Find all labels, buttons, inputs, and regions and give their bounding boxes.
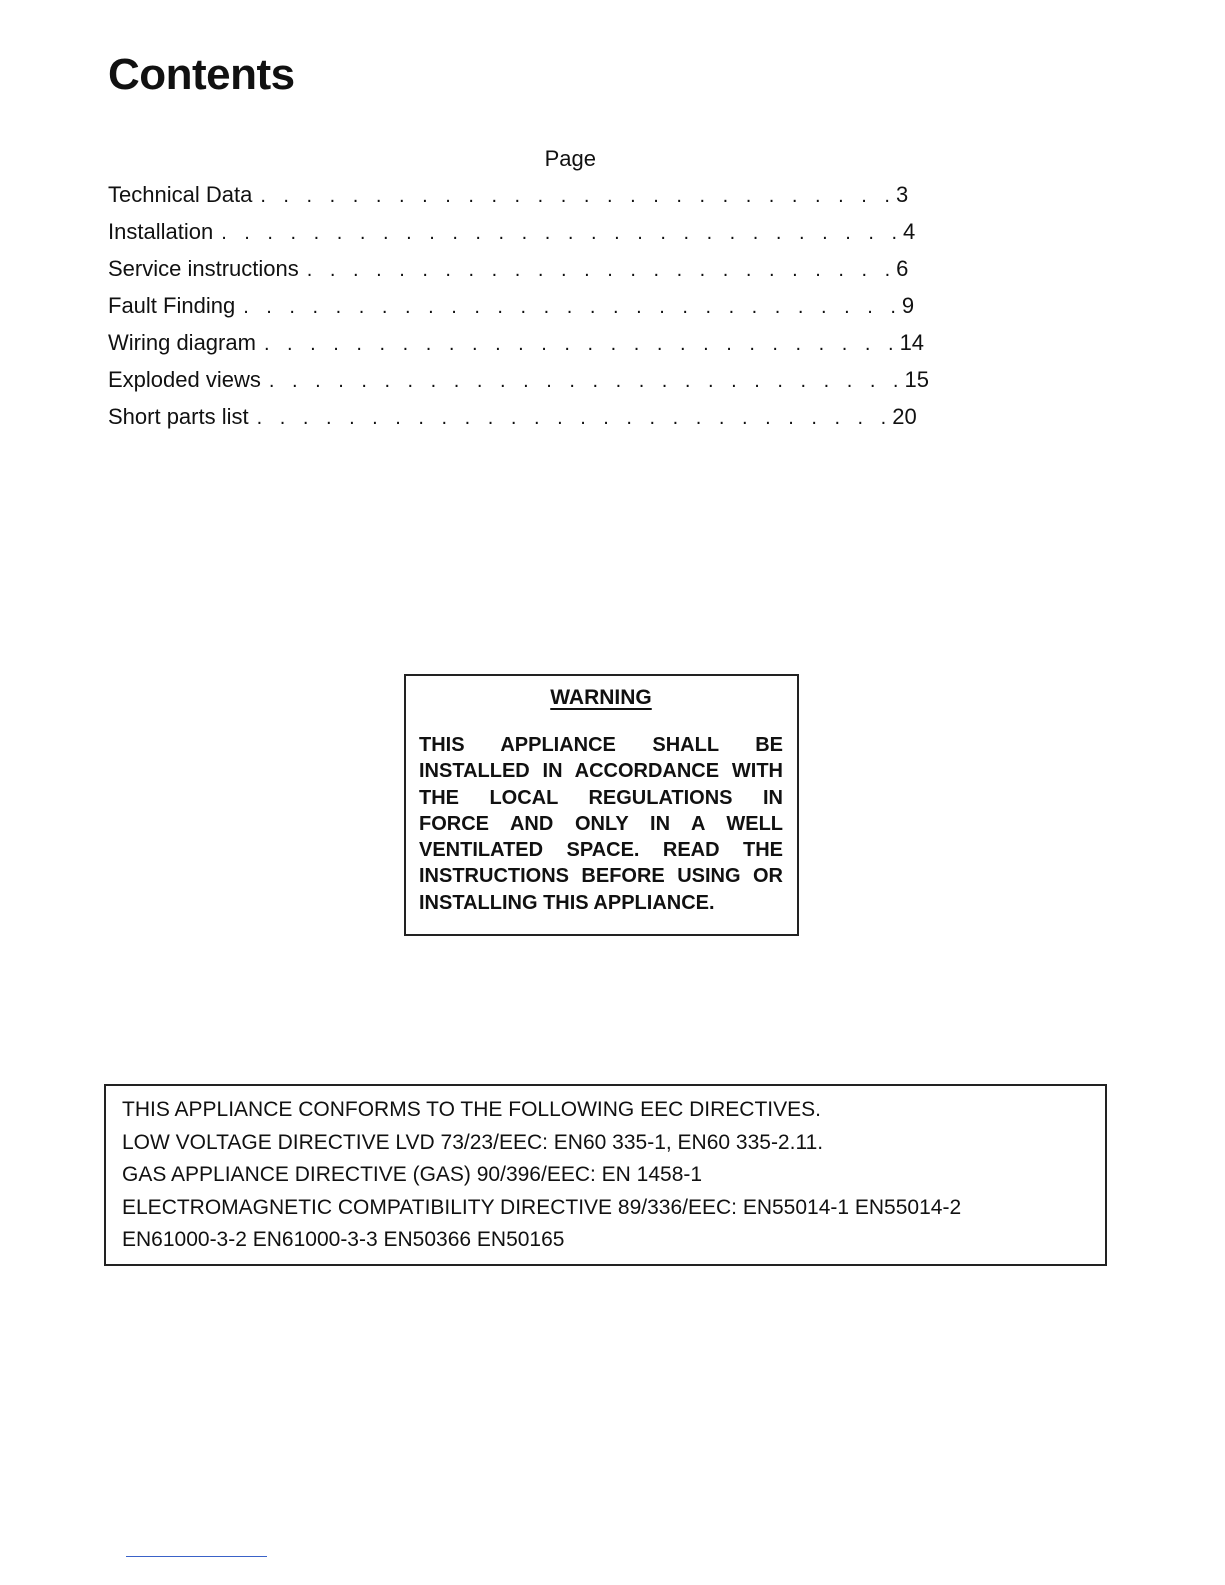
toc-entry-label: Technical Data <box>108 182 253 207</box>
toc-leader-dots: . . . . . . . . . . . . . . . . . . . . . . . . . . <box>306 259 897 281</box>
toc-entry <box>108 256 909 293</box>
toc-entry <box>108 219 916 256</box>
toc-entry-label: Installation <box>108 219 214 244</box>
toc-list <box>108 182 929 441</box>
toc-entry <box>108 404 917 441</box>
toc-entry-page: 9 <box>901 293 915 318</box>
toc-page-header: Page <box>544 146 596 171</box>
toc-entry-page: 20 <box>892 404 917 429</box>
footer-rule <box>126 1556 267 1557</box>
page-title: Contents <box>108 50 295 99</box>
toc-entry-page: 15 <box>904 367 929 392</box>
directive-line: ELECTROMAGNETIC COMPATIBILITY DIRECTIVE 89/336/EEC: EN55014-1 EN55014-2 <box>122 1195 962 1219</box>
toc-entry-page: 4 <box>903 219 916 244</box>
toc-entry-label: Service instructions <box>108 256 299 281</box>
toc-entry-label: Wiring diagram <box>108 330 256 355</box>
toc-entry <box>108 330 925 367</box>
toc-entry <box>108 182 909 219</box>
directive-line: GAS APPLIANCE DIRECTIVE (GAS) 90/396/EEC: EN 1458-1 <box>122 1163 703 1186</box>
toc-leader-dots: . . . . . . . . . . . . . . . . . . . . . . . . . . . . <box>256 407 893 429</box>
toc-entry <box>108 293 915 330</box>
directive-line: EN61000-3-2 EN61000-3-3 EN50366 EN50165 <box>122 1228 565 1251</box>
eec-directives-box <box>104 1084 1107 1266</box>
toc-leader-dots: . . . . . . . . . . . . . . . . . . . . . . . . . . . . . <box>243 296 902 318</box>
toc-leader-dots: . . . . . . . . . . . . . . . . . . . . . . . . . . . . . . <box>221 222 904 244</box>
directive-line: LOW VOLTAGE DIRECTIVE LVD 73/23/EEC: EN60 335-1, EN60 335-2.11. <box>122 1130 824 1154</box>
toc-entry <box>108 367 929 404</box>
toc-entry-page: 3 <box>895 182 909 207</box>
warning-text: THIS APPLIANCE SHALL BE INSTALLED IN ACCORDANCE WITH THE LOCAL REGULATIONS IN FORCE AND ONLY IN A WELL VENTILATED SPACE. READ THE INSTRUCTIONS BEFORE USING OR INSTALLING THIS APPLIANCE. <box>419 734 783 914</box>
warning-title: WARNING <box>550 686 652 709</box>
toc-leader-dots: . . . . . . . . . . . . . . . . . . . . . . . . . . . . <box>260 185 896 207</box>
directive-line: THIS APPLIANCE CONFORMS TO THE FOLLOWING EEC DIRECTIVES. <box>122 1098 821 1121</box>
toc-entry-page: 14 <box>899 330 925 355</box>
toc-leader-dots: . . . . . . . . . . . . . . . . . . . . . . . . . . . . <box>268 370 905 392</box>
toc-leader-dots: . . . . . . . . . . . . . . . . . . . . . . . . . . . . <box>263 333 900 355</box>
toc-entry-label: Fault Finding <box>108 293 236 318</box>
warning-box <box>404 674 799 936</box>
toc-entry-page: 6 <box>896 256 909 281</box>
toc-entry-label: Short parts list <box>108 404 249 429</box>
table-of-contents <box>108 146 929 441</box>
toc-entry-label: Exploded views <box>108 367 261 392</box>
